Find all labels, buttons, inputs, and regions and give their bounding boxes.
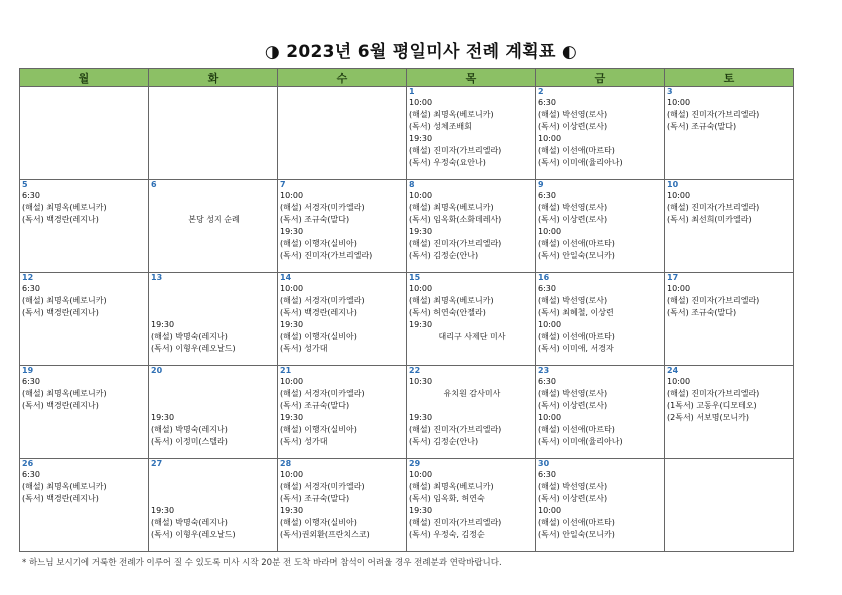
schedule-line: 19:30 [409, 134, 433, 143]
schedule-line: 19:30 [280, 320, 304, 329]
schedule-line: 19:30 [280, 227, 304, 236]
day-cell-content [278, 87, 406, 179]
schedule-line: 10:00 [280, 191, 304, 200]
day-cell-content [665, 180, 793, 272]
day-number [280, 87, 406, 97]
day-number: 19 [22, 366, 34, 375]
schedule-line: (해설) 최명옥(베로니카) [22, 296, 107, 305]
day-cell-content [407, 366, 535, 458]
day-cell-content [665, 459, 793, 551]
calendar-week-row [20, 366, 794, 459]
schedule-line: (해설) 최명옥(베로니카) [22, 482, 107, 491]
schedule-line: 10:00 [538, 134, 562, 143]
schedule-line: (해설) 최명옥(베로니카) [22, 389, 107, 398]
schedule-line: 10:00 [280, 377, 304, 386]
calendar-day-cell [149, 459, 278, 552]
schedule-line: 10:00 [280, 470, 304, 479]
schedule-line: 10:00 [538, 320, 562, 329]
schedule-line: (해설) 진미자(가브리엘라) [409, 146, 502, 155]
weekday-header-thu: 목 [407, 69, 536, 87]
schedule-line: (해설) 진미자(가브리엘라) [667, 389, 760, 398]
day-cell-content [665, 273, 793, 365]
calendar-day-cell [20, 273, 149, 366]
schedule-line: (독서) 김정순(안나) [409, 437, 479, 446]
schedule-line: (독서) 조규숙(말다) [667, 122, 737, 131]
line-spacer [151, 469, 277, 481]
line-spacer [151, 307, 277, 319]
schedule-line: (독서) 성가대 [280, 344, 328, 353]
calendar-day-cell [536, 366, 665, 459]
day-number: 12 [22, 273, 34, 282]
schedule-line: (해설) 최명옥(베로니카) [22, 203, 107, 212]
schedule-line: 6:30 [538, 470, 556, 479]
day-number: 29 [409, 459, 421, 468]
day-cell-content [407, 273, 535, 365]
schedule-line: (해설) 이선애(마르타) [538, 518, 615, 527]
calendar-day-cell [665, 180, 794, 273]
schedule-line: (해설) 서경자(미카엘라) [280, 296, 365, 305]
schedule-line: (독서) 조규숙(말다) [280, 215, 350, 224]
calendar-day-cell [536, 87, 665, 180]
day-cell-content [536, 366, 664, 458]
line-spacer [151, 376, 277, 388]
day-number: 13 [151, 273, 163, 282]
schedule-line: (독서) 임옥화, 허연숙 [409, 494, 485, 503]
schedule-line: 19:30 [151, 506, 175, 515]
calendar-day-cell [665, 87, 794, 180]
schedule-line: 10:00 [667, 377, 691, 386]
calendar-day-cell [20, 459, 149, 552]
calendar-week-row [20, 180, 794, 273]
day-number: 1 [409, 87, 415, 96]
line-spacer [151, 190, 277, 202]
line-spacer [151, 295, 277, 307]
schedule-line: (해설) 박선영(로사) [538, 110, 608, 119]
schedule-line: 10:00 [667, 191, 691, 200]
day-number: 28 [280, 459, 292, 468]
weekday-header-row [20, 69, 794, 87]
schedule-line: (독서) 백경란(레지나) [22, 308, 99, 317]
schedule-line: 10:00 [667, 98, 691, 107]
day-cell-content [20, 273, 148, 365]
weekday-header-wed: 수 [278, 69, 407, 87]
day-cell-content [536, 459, 664, 551]
calendar-table [19, 68, 794, 552]
day-cell-content [149, 87, 277, 179]
schedule-line: (해설) 진미자(가브리엘라) [667, 296, 760, 305]
calendar-day-cell [278, 459, 407, 552]
day-cell-content [536, 273, 664, 365]
schedule-line: 10:00 [538, 413, 562, 422]
schedule-line: (해설) 이선애(마르타) [538, 425, 615, 434]
schedule-line: (해설) 이행자(실비아) [280, 239, 357, 248]
schedule-line: (독서) 임옥화(소화데레사) [409, 215, 502, 224]
schedule-line: (독서) 안일숙(모니카) [538, 251, 615, 260]
calendar-day-cell [407, 459, 536, 552]
day-number: 15 [409, 273, 421, 282]
calendar-day-cell [20, 180, 149, 273]
day-cell-content [149, 273, 277, 365]
day-cell-content [278, 180, 406, 272]
schedule-line: (독서) 백경란(레지나) [22, 494, 99, 503]
calendar-day-cell [407, 87, 536, 180]
day-number: 6 [151, 180, 157, 189]
schedule-line: (독서) 이상련(로사) [538, 494, 608, 503]
day-cell-content [20, 180, 148, 272]
day-cell-content [20, 459, 148, 551]
schedule-line: 10:30 [409, 377, 433, 386]
day-number: 8 [409, 180, 415, 189]
line-spacer [409, 400, 535, 412]
calendar-day-cell [278, 273, 407, 366]
schedule-line: (2독서) 서보명(모니카) [667, 413, 749, 422]
schedule-line: (독서) 우정숙, 김정순 [409, 530, 485, 539]
schedule-line: (독서) 안일숙(모니카) [538, 530, 615, 539]
schedule-line: (독서) 최선희(미카엘라) [667, 215, 752, 224]
page-title: ◑ 2023년 6월 평일미사 전례 계획표 ◐ [264, 42, 578, 62]
schedule-line: (1독서) 고동우(디모테오) [667, 401, 757, 410]
schedule-line: (해설) 진미자(가브리엘라) [409, 239, 502, 248]
calendar-day-cell [278, 180, 407, 273]
schedule-line: (해설) 박선영(로사) [538, 389, 608, 398]
schedule-line: (독서) 이미애(율리아나) [538, 437, 623, 446]
schedule-line: 6:30 [22, 191, 40, 200]
schedule-line: (해설) 최명옥(베로니카) [409, 203, 494, 212]
schedule-line: (해설) 서경자(미카엘라) [280, 203, 365, 212]
schedule-line: (해설) 진미자(가브리엘라) [409, 425, 502, 434]
schedule-line: (해설) 서경자(미카엘라) [280, 389, 365, 398]
schedule-line: (해설) 박명숙(레지나) [151, 425, 228, 434]
day-cell-content [149, 459, 277, 551]
schedule-line: 대리구 사제단 미사 [438, 332, 506, 341]
day-number: 30 [538, 459, 550, 468]
schedule-line: (독서) 진미자(가브리엘라) [280, 251, 373, 260]
day-number: 16 [538, 273, 550, 282]
schedule-line: 19:30 [409, 227, 433, 236]
schedule-line: (해설) 박명숙(레지나) [151, 518, 228, 527]
schedule-line: (독서) 조규숙(말다) [280, 494, 350, 503]
line-spacer [151, 481, 277, 493]
calendar-day-cell [278, 366, 407, 459]
day-cell-content [665, 87, 793, 179]
schedule-line: (독서) 이상련(로사) [538, 122, 608, 131]
day-number: 17 [667, 273, 679, 282]
schedule-line: (해설) 박선영(로사) [538, 203, 608, 212]
day-cell-content [149, 366, 277, 458]
calendar-day-cell [665, 459, 794, 552]
schedule-line: (해설) 진미자(가브리엘라) [667, 110, 760, 119]
schedule-line: (해설) 진미자(가브리엘라) [667, 203, 760, 212]
schedule-line: 19:30 [409, 506, 433, 515]
schedule-line: (해설) 최명옥(베로니카) [409, 110, 494, 119]
day-cell-content [665, 366, 793, 458]
day-number: 22 [409, 366, 421, 375]
day-number: 21 [280, 366, 292, 375]
schedule-line: (해설) 최명옥(베로니카) [409, 296, 494, 305]
schedule-line: (독서) 조규숙(말다) [280, 401, 350, 410]
day-number: 20 [151, 366, 163, 375]
schedule-line: 유치원 감사미사 [443, 389, 501, 398]
schedule-line: 19:30 [280, 413, 304, 422]
calendar-day-cell [536, 180, 665, 273]
calendar-day-cell [278, 87, 407, 180]
schedule-line: (독서) 허연숙(안젤라) [409, 308, 486, 317]
schedule-line: (해설) 이선애(마르타) [538, 332, 615, 341]
day-cell-content [149, 180, 277, 272]
schedule-line: (독서) 김정순(안나) [409, 251, 479, 260]
schedule-line: (독서) 성가대 [280, 437, 328, 446]
schedule-line: (독서) 이미애(율리아나) [538, 158, 623, 167]
day-cell-content [536, 180, 664, 272]
schedule-line: 19:30 [280, 506, 304, 515]
schedule-line: (독서) 백경란(레지나) [22, 401, 99, 410]
schedule-line: 10:00 [538, 506, 562, 515]
day-cell-content [20, 366, 148, 458]
day-number: 26 [22, 459, 34, 468]
day-cell-content [278, 366, 406, 458]
schedule-line: 6:30 [22, 377, 40, 386]
schedule-line: (해설) 진미자(가브리엘라) [409, 518, 502, 527]
schedule-line: (독서) 이형우(레오날드) [151, 530, 236, 539]
day-cell-content [278, 459, 406, 551]
day-number: 14 [280, 273, 292, 282]
calendar-day-cell [536, 273, 665, 366]
schedule-line: 10:00 [409, 98, 433, 107]
day-number: 5 [22, 180, 28, 189]
schedule-line: 19:30 [409, 320, 433, 329]
schedule-line: (해설) 이선애(마르타) [538, 146, 615, 155]
schedule-line: 19:30 [409, 413, 433, 422]
day-cell-content [536, 87, 664, 179]
day-cell-content [278, 273, 406, 365]
schedule-line: 6:30 [538, 284, 556, 293]
schedule-line: (독서) 이미애, 서경자 [538, 344, 614, 353]
day-number [22, 87, 148, 97]
schedule-line: (독서) 백경란(레지나) [22, 215, 99, 224]
schedule-line: (해설) 이행자(실비아) [280, 332, 357, 341]
schedule-line: 10:00 [280, 284, 304, 293]
calendar-day-cell [149, 366, 278, 459]
day-number: 27 [151, 459, 163, 468]
schedule-line: (해설) 박명숙(레지나) [151, 332, 228, 341]
day-cell-content [20, 87, 148, 179]
day-cell-content [407, 180, 535, 272]
schedule-line: 6:30 [538, 377, 556, 386]
schedule-line: 6:30 [22, 284, 40, 293]
schedule-line: 6:30 [538, 191, 556, 200]
day-number: 24 [667, 366, 679, 375]
schedule-line: 10:00 [409, 284, 433, 293]
schedule-line: (독서) 백경란(레지나) [280, 308, 357, 317]
schedule-line: (해설) 최명옥(베로니카) [409, 482, 494, 491]
calendar-day-cell [149, 273, 278, 366]
weekday-header-sat: 토 [665, 69, 794, 87]
calendar-day-cell [536, 459, 665, 552]
calendar-day-cell [665, 366, 794, 459]
calendar-day-cell [665, 273, 794, 366]
schedule-line: (해설) 서경자(미카엘라) [280, 482, 365, 491]
weekday-header-tue: 화 [149, 69, 278, 87]
day-number [667, 459, 793, 469]
schedule-line: (독서) 이형우(레오날드) [151, 344, 236, 353]
calendar-week-row [20, 273, 794, 366]
day-number [151, 87, 277, 97]
day-cell-content [407, 459, 535, 551]
schedule-line: (해설) 박선영(로사) [538, 296, 608, 305]
day-number: 3 [667, 87, 673, 96]
schedule-line: (독서) 성체조배회 [409, 122, 472, 131]
schedule-line: 6:30 [538, 98, 556, 107]
calendar-day-cell [20, 87, 149, 180]
schedule-line: (독서) 이정미(스텔라) [151, 437, 228, 446]
line-spacer [151, 388, 277, 400]
weekday-header-fri: 금 [536, 69, 665, 87]
schedule-line: 19:30 [151, 413, 175, 422]
schedule-line: (해설) 이선애(마르타) [538, 239, 615, 248]
calendar-day-cell [407, 366, 536, 459]
schedule-line: 10:00 [667, 284, 691, 293]
schedule-line: (독서)권외환(프란치스코) [280, 530, 370, 539]
schedule-line: (독서) 이상련(로사) [538, 401, 608, 410]
schedule-line: 10:00 [409, 470, 433, 479]
day-number: 2 [538, 87, 544, 96]
schedule-line: 본당 성지 순례 [188, 215, 240, 224]
calendar-day-cell [149, 87, 278, 180]
calendar-day-cell [149, 180, 278, 273]
schedule-line: 19:30 [151, 320, 175, 329]
line-spacer [151, 283, 277, 295]
schedule-line: 10:00 [409, 191, 433, 200]
day-cell-content [407, 87, 535, 179]
schedule-line: (해설) 박선영(로사) [538, 482, 608, 491]
calendar-day-cell [407, 273, 536, 366]
schedule-line: (해설) 이행자(실비아) [280, 518, 357, 527]
footnote: * 하느님 보시기에 거룩한 전례가 이루어 질 수 있도록 미사 시작 20분 전 도착 바라며 참석이 어려울 경우 전례분과 연락바랍니다. [22, 558, 502, 568]
calendar-day-cell [20, 366, 149, 459]
schedule-line: 6:30 [22, 470, 40, 479]
schedule-line: (독서) 조규숙(말다) [667, 308, 737, 317]
schedule-line: (독서) 최혜철, 이상련 [538, 308, 614, 317]
schedule-line: 10:00 [538, 227, 562, 236]
calendar-week-row [20, 459, 794, 552]
line-spacer [151, 202, 277, 214]
schedule-line: (독서) 우정숙(요안나) [409, 158, 486, 167]
line-spacer [151, 400, 277, 412]
day-number: 9 [538, 180, 544, 189]
calendar-day-cell [407, 180, 536, 273]
day-number: 7 [280, 180, 286, 189]
schedule-line: (독서) 이상련(로사) [538, 215, 608, 224]
day-number: 10 [667, 180, 679, 189]
calendar-week-row [20, 87, 794, 180]
day-number: 23 [538, 366, 550, 375]
schedule-line: (해설) 이행자(실비아) [280, 425, 357, 434]
weekday-header-mon: 월 [20, 69, 149, 87]
line-spacer [151, 493, 277, 505]
